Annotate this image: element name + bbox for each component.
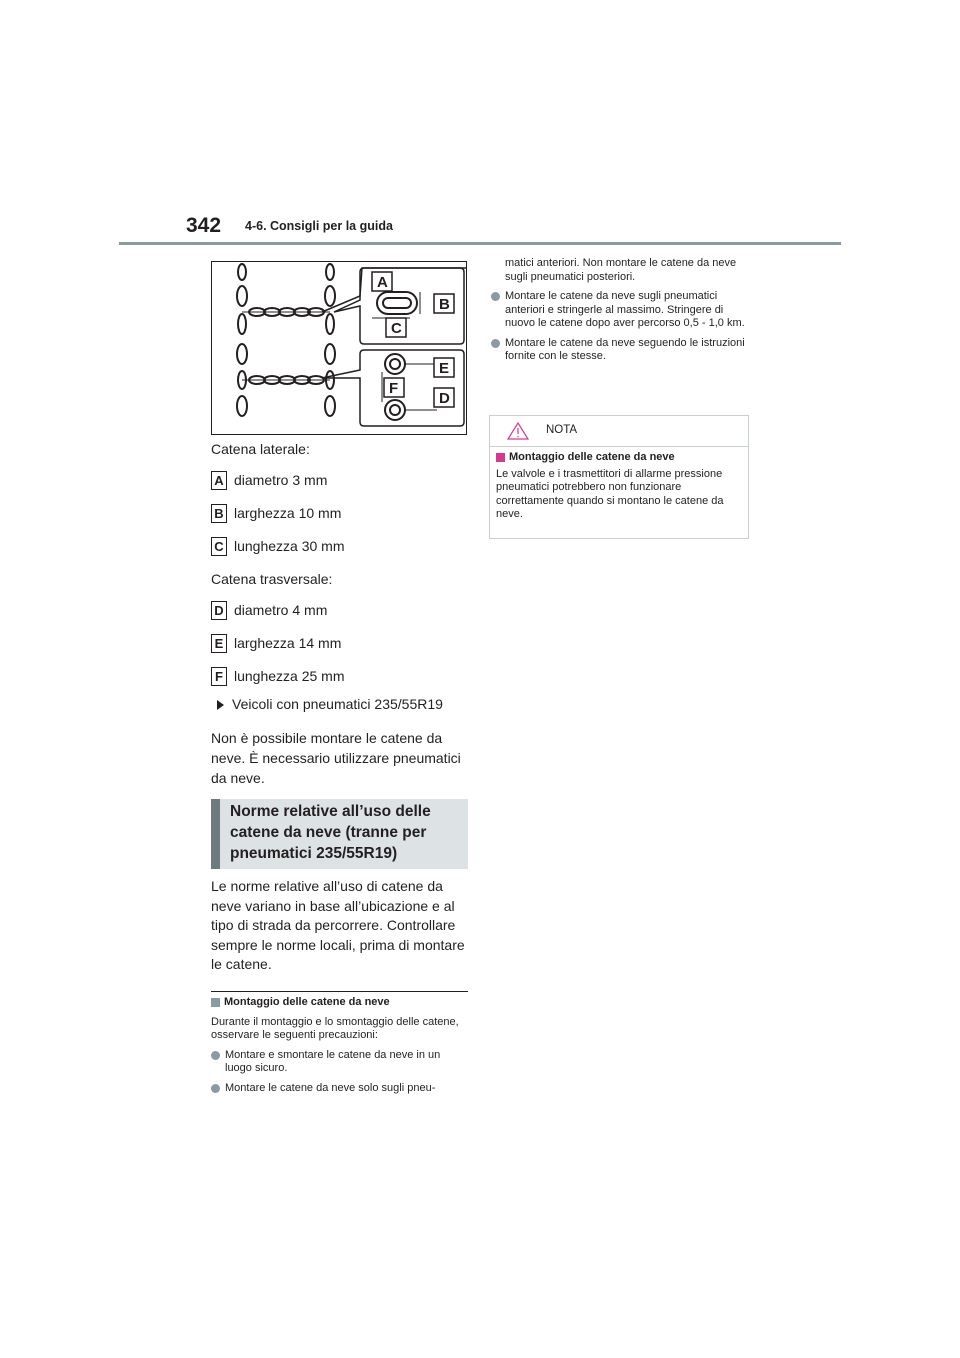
- spec-value: lunghezza 30 mm: [234, 538, 345, 554]
- callout-f: F: [389, 380, 399, 397]
- condition-label: Veicoli con pneumatici 235/55R19: [232, 696, 443, 712]
- rules-heading-line: pneumatici 235/55R19): [230, 845, 398, 862]
- nota-title: Montaggio delle catene da neve: [509, 451, 675, 463]
- list-item-text: Montare le catene da neve seguendo le istruzioni fornite con le stesse.: [505, 336, 745, 362]
- bullet-icon: [211, 1051, 220, 1060]
- chain-specifications: [211, 440, 469, 700]
- spec-value: larghezza 10 mm: [234, 505, 342, 521]
- callout-b: B: [439, 296, 450, 313]
- rules-heading: [211, 799, 468, 869]
- chain-illustration: [212, 262, 466, 434]
- callout-e: E: [439, 360, 450, 377]
- spec-letter: C: [211, 537, 227, 556]
- rules-heading-line: Norme relative all’uso delle: [230, 803, 431, 820]
- rules-intro: Le norme relative all’uso di catene da neve variano in base all’ubicazione e al tipo di strada da percorrere. Controllare sempre le norme locali, prima di montare le catene.: [211, 878, 465, 972]
- list-item: [491, 290, 751, 331]
- spec-row-d: [211, 601, 469, 620]
- callout-a: A: [377, 274, 388, 291]
- warning-triangle-icon: [506, 421, 530, 441]
- mounting-section: [211, 996, 469, 1101]
- nota-header: [490, 416, 748, 447]
- list-item-continuation: matici anteriori. Non montare le catene da neve sugli pneumatici posteriori.: [505, 257, 737, 283]
- spec-value: larghezza 14 mm: [234, 635, 342, 651]
- spec-row-c: [211, 537, 469, 556]
- bullet-icon: [491, 292, 500, 301]
- side-chain-heading: Catena laterale:: [211, 441, 310, 457]
- list-item-text: Montare e smontare le catene da neve in un luogo sicuro.: [225, 1048, 441, 1074]
- condition-label-row: [211, 694, 469, 714]
- square-bullet-icon: [211, 998, 220, 1007]
- spec-value: lunghezza 25 mm: [234, 668, 345, 684]
- nota-box: [489, 415, 749, 539]
- list-item: [491, 337, 751, 364]
- snow-chain-diagram: [211, 261, 467, 435]
- nota-body: [490, 447, 748, 522]
- header-divider: [119, 242, 841, 245]
- right-column: [491, 257, 751, 370]
- list-item: [211, 1049, 469, 1076]
- triangle-bullet-icon: [217, 700, 224, 710]
- nota-title-row: [496, 451, 742, 465]
- tire-condition: [211, 694, 469, 788]
- spec-letter: B: [211, 504, 227, 523]
- mounting-intro: Durante il montaggio e lo smontaggio delle catene, osservare le seguenti precauzioni:: [211, 1015, 459, 1041]
- page-number: 342: [186, 214, 222, 237]
- spec-letter: F: [211, 667, 227, 686]
- spec-row-f: [211, 667, 469, 686]
- spec-value: diametro 3 mm: [234, 472, 328, 488]
- condition-text: Non è possibile montare le catene da neve. È necessario utilizzare pneumatici da neve.: [211, 730, 461, 786]
- nota-text: Le valvole e i trasmettitori di allarme pressione pneumatici potrebbero non funzionare correttamente quando si montano le catene da neve.: [496, 467, 724, 520]
- rules-heading-line: catene da neve (tranne per: [230, 824, 427, 841]
- nota-label: NOTA: [546, 424, 578, 437]
- list-item: [211, 1082, 469, 1096]
- cross-chain-heading: Catena trasversale:: [211, 571, 333, 587]
- spec-letter: A: [211, 471, 227, 490]
- callout-c: C: [391, 320, 402, 337]
- spec-value: diametro 4 mm: [234, 602, 328, 618]
- mounting-title: Montaggio delle catene da neve: [224, 996, 390, 1008]
- spec-letter: D: [211, 601, 227, 620]
- mounting-title-row: [211, 996, 469, 1010]
- spec-row-a: [211, 471, 469, 490]
- spec-row-b: [211, 504, 469, 523]
- bullet-icon: [491, 339, 500, 348]
- spec-letter: E: [211, 634, 227, 653]
- section-title: 4-6. Consigli per la guida: [245, 219, 393, 233]
- list-item-text: Montare le catene da neve sugli pneumatici anteriori e stringerle al massimo. Stringere di nuovo le catene dopo aver percorso 0,5 - 1,0 km.: [505, 290, 745, 329]
- bullet-icon: [211, 1084, 220, 1093]
- spec-row-e: [211, 634, 469, 653]
- list-item-text: Montare le catene da neve solo sugli pneu-: [225, 1081, 436, 1094]
- square-bullet-icon: [496, 453, 505, 462]
- callout-d: D: [439, 390, 450, 407]
- subsection-divider: [211, 991, 468, 992]
